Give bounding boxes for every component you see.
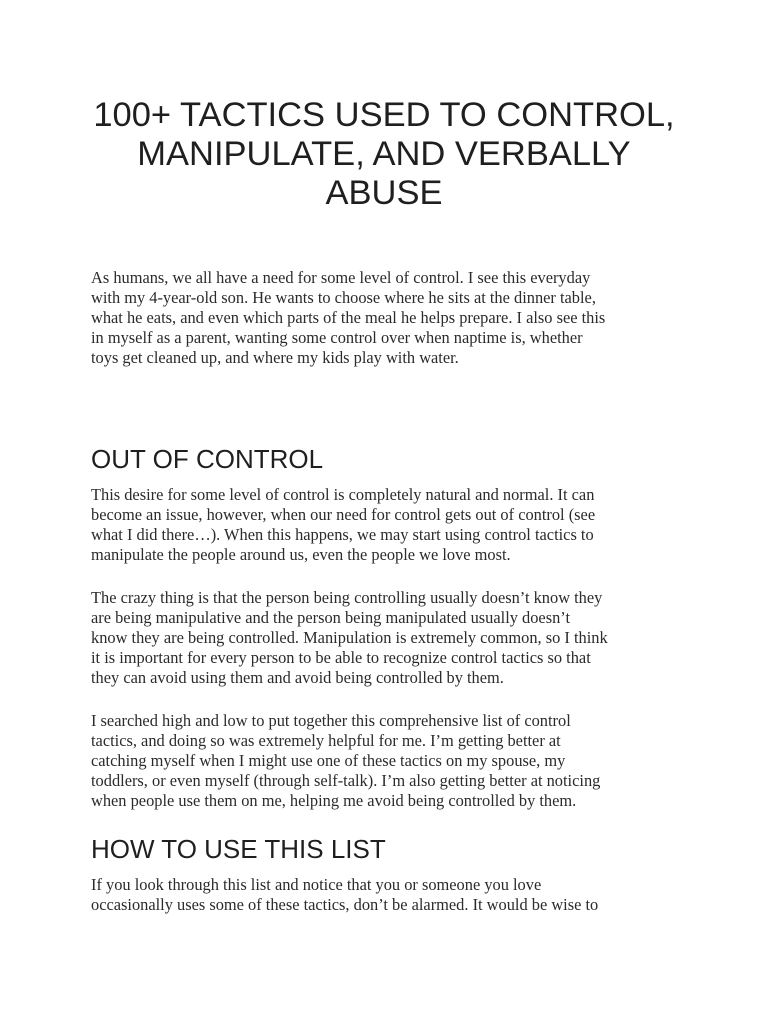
text-line: As humans, we all have a need for some level of control. I see this everyday — [91, 268, 591, 287]
text-line: catching myself when I might use one of these tactics on my spouse, my — [91, 751, 566, 770]
section2-paragraph-1 — [91, 875, 691, 915]
text-line: This desire for some level of control is completely natural and normal. It can — [91, 485, 595, 504]
section1-paragraph-1 — [91, 485, 691, 565]
text-line: know they are being controlled. Manipulation is extremely common, so I think — [91, 628, 608, 647]
section1-paragraph-2 — [91, 588, 691, 688]
text-line: become an issue, however, when our need for control gets out of control (see — [91, 505, 596, 524]
title-line: MANIPULATE, AND VERBALLY — [137, 135, 631, 173]
text-line: what I did there…). When this happens, we may start using control tactics to — [91, 525, 594, 544]
intro-paragraph — [91, 268, 691, 368]
text-line: I searched high and low to put together this comprehensive list of control — [91, 711, 571, 730]
text-line: manipulate the people around us, even the people we love most. — [91, 545, 511, 564]
document-title — [84, 96, 684, 213]
section1-paragraph-3 — [91, 711, 691, 811]
text-line: The crazy thing is that the person being controlling usually doesn’t know they — [91, 588, 603, 607]
text-line: they can avoid using them and avoid being controlled by them. — [91, 668, 504, 687]
title-line: ABUSE — [325, 174, 443, 212]
section-heading-out-of-control: OUT OF CONTROL — [91, 444, 324, 474]
section-heading-how-to-use-this-list: HOW TO USE THIS LIST — [91, 834, 386, 864]
text-line: in myself as a parent, wanting some control over when naptime is, whether — [91, 328, 583, 347]
text-line: tactics, and doing so was extremely helpful for me. I’m getting better at — [91, 731, 561, 750]
text-line: when people use them on me, helping me avoid being controlled by them. — [91, 791, 577, 810]
title-line: 100+ TACTICS USED TO CONTROL, — [93, 96, 675, 134]
text-line: occasionally uses some of these tactics, don’t be alarmed. It would be wise to — [91, 895, 599, 914]
text-line: toys get cleaned up, and where my kids play with water. — [91, 348, 459, 367]
text-line: what he eats, and even which parts of the meal he helps prepare. I also see this — [91, 308, 606, 327]
text-line: are being manipulative and the person being manipulated usually doesn’t — [91, 608, 570, 627]
text-line: toddlers, or even myself (through self-talk). I’m also getting better at noticing — [91, 771, 601, 790]
text-line: If you look through this list and notice that you or someone you love — [91, 875, 542, 894]
text-line: with my 4-year-old son. He wants to choose where he sits at the dinner table, — [91, 288, 596, 307]
text-line: it is important for every person to be able to recognize control tactics so that — [91, 648, 591, 667]
